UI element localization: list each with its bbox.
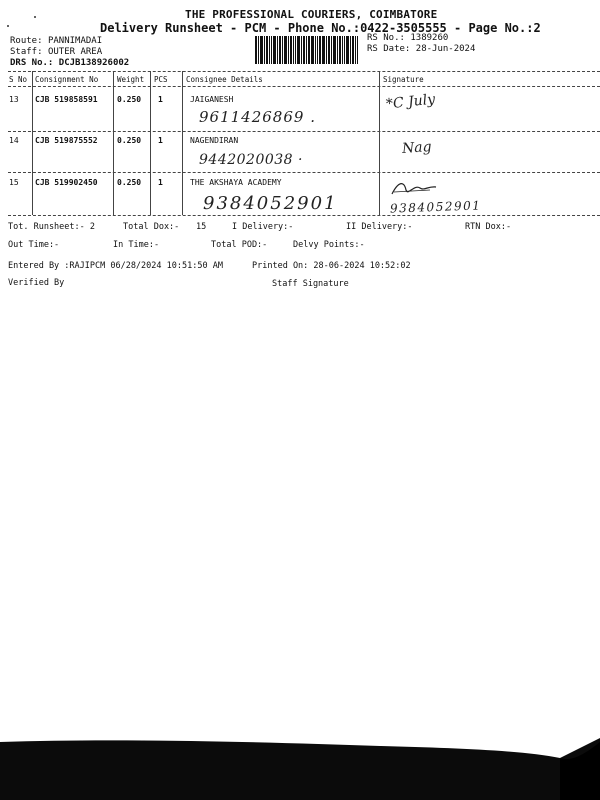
tot-runsheet: Tot. Runsheet:- 2 [8,222,95,232]
staff-value: OUTER AREA [47,47,103,57]
row-sno: 13 [9,95,19,104]
row-divider [8,172,600,173]
staff-label: Staff: [10,47,43,57]
drs-label: DRS No.: [10,58,54,68]
rs-no-label: RS No.: [367,33,405,43]
drs-value: DCJB138926002 [58,58,130,68]
barcode [255,36,358,64]
row-sno: 15 [9,178,19,187]
scan-shadow-edge [0,738,600,800]
row-pcs: 1 [158,95,163,104]
row-signature-handwritten: Nag [401,138,433,158]
col-header-consignee: Consignee Details [186,75,263,84]
row-phone-handwritten: 9442020038 · [199,152,303,168]
col-divider [113,71,114,215]
col-header-signature: Signature [383,75,424,84]
out-time: Out Time:- [8,240,60,250]
col-divider [379,71,380,215]
rs-date-label: RS Date: [367,44,411,54]
scan-speck [7,25,9,27]
row-phone-handwritten: 9611426869 . [199,108,316,126]
runsheet-subtitle: Delivery Runsheet - PCM - Phone No.:0422-3505555 - Page No.:2 [100,21,541,35]
total-pod: Total POD:- [211,240,268,250]
drs-line [10,58,129,68]
row-consignee: NAGENDIRAN [190,136,239,145]
rs-no-line [367,33,448,43]
i-delivery: I Delivery:- [232,222,294,232]
row-weight: 0.250 [117,178,142,187]
route-value: PANNIMADAI [47,36,103,46]
row-signature-handwritten: *C July [385,91,436,113]
ii-delivery: II Delivery:- [346,222,413,232]
verified-by: Verified By [8,278,65,288]
rs-no-value: 1389260 [410,33,449,43]
row-signature-handwritten: 9384052901 [389,198,482,216]
row-sno: 14 [9,136,19,145]
row-consignment: CJB 519858591 [35,95,98,104]
row-consignee: JAIGANESH [190,95,234,104]
table-top-rule [8,71,600,72]
rs-date-line [367,44,475,54]
col-header-weight: Weight [117,75,145,84]
table-header-rule [8,86,600,87]
col-header-sno: S No [9,75,28,84]
col-divider [32,71,33,215]
col-header-pcs: PCS [154,75,168,84]
route-line [10,36,102,46]
staff-line [10,47,102,57]
printed-on: Printed On: 28-06-2024 10:52:02 [252,261,411,271]
row-consignee: THE AKSHAYA ACADEMY [190,178,282,187]
col-header-consignment: Consignment No [35,75,99,84]
row-phone-handwritten: 9384052901 [203,193,338,214]
rs-date-value: 28-Jun-2024 [415,44,476,54]
rtn-dox: RTN Dox:- [465,222,512,232]
row-pcs: 1 [158,178,163,187]
route-label: Route: [10,36,43,46]
scan-speck [34,16,36,18]
col-divider [150,71,151,215]
total-dox-value: 15 [196,222,207,232]
entered-by: Entered By :RAJIPCM 06/28/2024 10:51:50 AM [8,261,223,271]
company-title: THE PROFESSIONAL COURIERS, COIMBATORE [185,8,438,21]
row-divider [8,131,600,132]
row-weight: 0.250 [117,95,142,104]
col-divider [182,71,183,215]
row-pcs: 1 [158,136,163,145]
row-consignment: CJB 519902450 [35,178,98,187]
delvy-points: Delvy Points:- [293,240,365,250]
staff-signature: Staff Signature [272,279,349,289]
row-weight: 0.250 [117,136,142,145]
total-dox-label: Total Dox:- [123,222,180,232]
signature-scribble [390,178,440,198]
in-time: In Time:- [113,240,160,250]
row-consignment: CJB 519875552 [35,136,98,145]
table-bottom-rule [8,215,600,216]
